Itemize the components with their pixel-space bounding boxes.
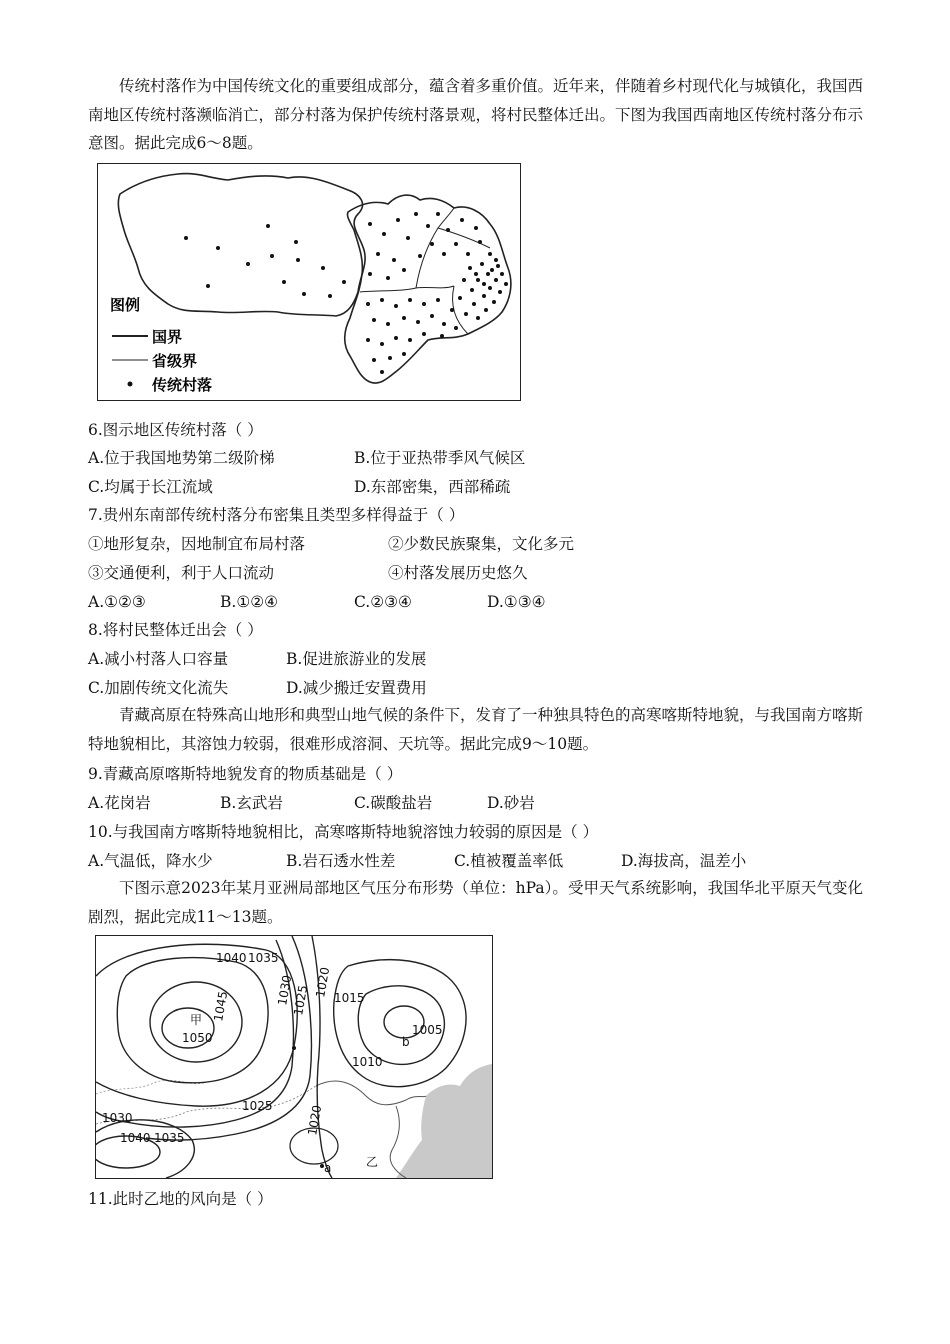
q7-option-b[interactable]: B.①②④ — [220, 593, 279, 611]
q9-option-c[interactable]: C.碳酸盐岩 — [354, 794, 433, 812]
q6-option-a[interactable]: A.位于我国地势第二级阶梯 — [88, 449, 275, 467]
label-sw-1030: 1030 — [102, 1111, 133, 1125]
q11-stem: 11.此时乙地的风向是（ ） — [88, 1190, 273, 1208]
isobar-map — [95, 935, 493, 1179]
label-a: a — [324, 1161, 332, 1175]
q8-stem: 8.将村民整体迁出会（ ） — [88, 621, 263, 639]
legend-traditional-village: 传统村落 — [152, 376, 213, 394]
q7-statement-2: ②少数民族聚集，文化多元 — [388, 535, 575, 553]
q9-option-b[interactable]: B.玄武岩 — [220, 794, 283, 812]
q10-stem: 10.与我国南方喀斯特地貌相比，高寒喀斯特地貌溶蚀力较弱的原因是（ ） — [88, 823, 599, 841]
label-sw-1040: 1040 — [120, 1131, 151, 1145]
province-boundary-4 — [438, 228, 490, 248]
q6-option-d[interactable]: D.东部密集，西部稀疏 — [354, 478, 511, 496]
isobar-sw-1030 — [96, 1120, 194, 1178]
q7-option-d[interactable]: D.①③④ — [487, 593, 546, 611]
village-distribution-map — [97, 163, 521, 401]
label-1020-bottom: 1020 — [305, 1104, 325, 1137]
q6-option-b[interactable]: B.位于亚热带季风气候区 — [354, 449, 526, 467]
q8-option-a[interactable]: A.减小村落人口容量 — [88, 650, 229, 668]
q7-option-a[interactable]: A.①②③ — [88, 593, 146, 611]
q7-stem: 7.贵州东南部传统村落分布密集且类型多样得益于（ ） — [88, 506, 465, 524]
western-region-outline — [118, 174, 365, 316]
q7-statement-1: ①地形复杂，因地制宜布局村落 — [88, 535, 306, 553]
q10-option-d[interactable]: D.海拔高，温差小 — [621, 852, 747, 870]
label-1045: 1045 — [211, 990, 231, 1023]
province-boundary-1 — [360, 286, 454, 292]
label-1050: 1050 — [182, 1031, 213, 1045]
q7-statement-4: ④村落发展历史悠久 — [388, 564, 528, 582]
province-boundary-3 — [416, 208, 454, 288]
sea-area — [396, 1064, 492, 1178]
passage-1: 传统村落作为中国传统文化的重要组成部分，蕴含着多重价值。近年来，伴随着乡村现代化与城镇化，我国西南地区传统村落濒临消亡，部分村落为保护传统村落景观，将村民整体迁出。下图为我国西南地区传统村落分布示意图。据此完成6～8题。 — [88, 77, 864, 153]
label-1010: 1010 — [352, 1055, 383, 1069]
passage-3: 下图示意2023年某月亚洲局部地区气压分布形势（单位：hPa）。受甲天气系统影响，我国华北平原天气变化剧烈，据此完成11～13题。 — [88, 879, 863, 926]
label-b: b — [402, 1035, 410, 1049]
label-1020-top: 1020 — [313, 966, 333, 999]
label-1035: 1035 — [248, 951, 279, 965]
q10-option-a[interactable]: A.气温低，降水少 — [88, 852, 213, 870]
passage-2: 青藏高原在特殊高山地形和典型山地气候的条件下，发育了一种独具特色的高寒喀斯特地貌，与我国南方喀斯特地貌相比，其溶蚀力较弱，很难形成溶洞、天坑等。据此完成9～10题。 — [88, 706, 864, 753]
q6-option-c[interactable]: C.均属于长江流域 — [88, 478, 213, 496]
map-1-svg — [98, 164, 520, 400]
label-1015: 1015 — [334, 991, 365, 1005]
village-dots-east — [366, 212, 508, 374]
label-1005: 1005 — [412, 1023, 443, 1037]
q9-option-a[interactable]: A.花岗岩 — [88, 794, 151, 812]
legend-title: 图例 — [110, 296, 141, 314]
map-2-svg — [96, 936, 492, 1178]
q10-option-b[interactable]: B.岩石透水性差 — [286, 852, 396, 870]
legend-national-border: 国界 — [152, 328, 183, 346]
q8-option-b[interactable]: B.促进旅游业的发展 — [286, 650, 427, 668]
label-1040: 1040 — [216, 951, 247, 965]
label-1025-top: 1025 — [291, 984, 311, 1017]
q7-statement-3: ③交通便利，利于人口流动 — [88, 564, 275, 582]
q9-option-d[interactable]: D.砂岩 — [487, 794, 535, 812]
village-dots-west — [184, 224, 346, 298]
label-1030: 1030 — [275, 974, 295, 1007]
label-jia: 甲 — [190, 1013, 203, 1027]
q8-option-d[interactable]: D.减少搬迁安置费用 — [286, 679, 427, 697]
label-1025-bottom: 1025 — [242, 1099, 273, 1113]
q9-stem: 9.青藏高原喀斯特地貌发育的物质基础是（ ） — [88, 765, 403, 783]
q6-stem: 6.图示地区传统村落（ ） — [88, 421, 263, 439]
q10-option-c[interactable]: C.植被覆盖率低 — [454, 852, 564, 870]
legend-province-border: 省级界 — [152, 352, 198, 370]
q8-option-c[interactable]: C.加剧传统文化流失 — [88, 679, 229, 697]
label-yi: 乙 — [366, 1155, 379, 1169]
q7-option-c[interactable]: C.②③④ — [354, 593, 412, 611]
label-sw-1035: 1035 — [154, 1131, 185, 1145]
